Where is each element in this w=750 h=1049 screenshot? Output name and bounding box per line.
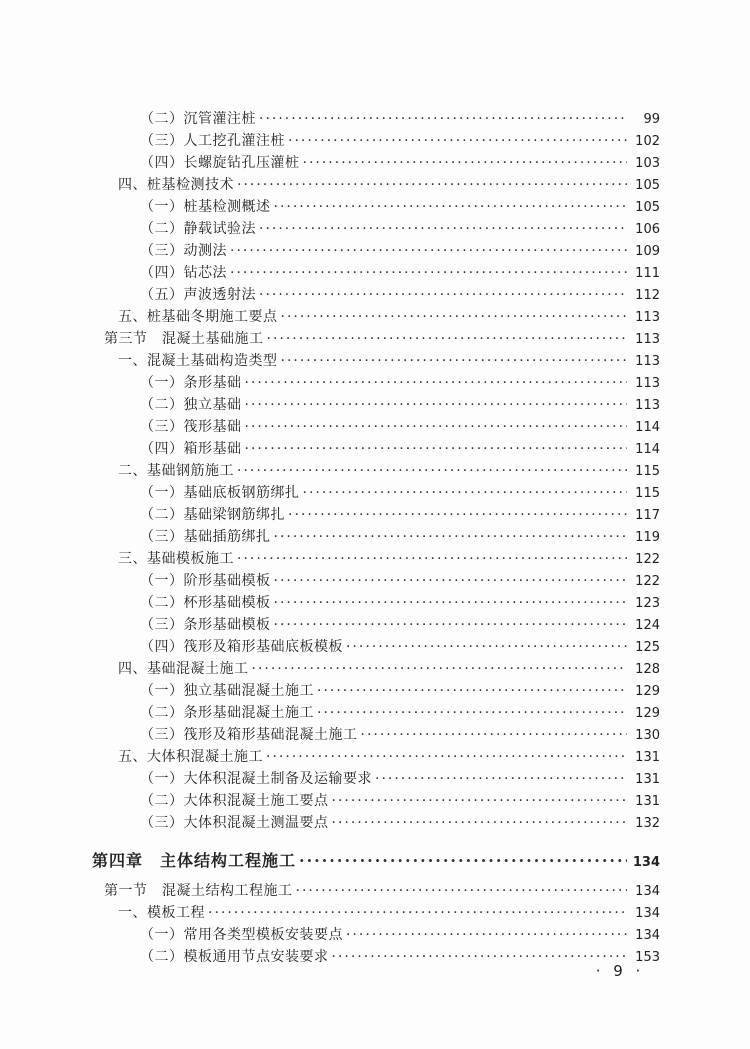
toc-entry-page: 109 [635,244,660,259]
dot-leader [299,850,627,872]
toc-entry-title: （一）大体积混凝土制备及运输要求 [140,771,372,787]
toc-entry [140,592,660,614]
toc-entry-title: 五、大体积混凝土施工 [118,749,263,765]
dot-leader [266,746,627,768]
toc-entry [140,372,660,394]
toc-entry-page: 131 [635,772,660,787]
dot-leader [245,394,628,416]
dot-leader [317,702,627,724]
toc-entry [140,504,660,526]
toc-entry-page: 117 [635,508,660,523]
toc-entry [140,218,660,240]
toc-entry-title: 五、桩基础冬期施工要点 [118,309,278,325]
toc-entry-title: 四、桩基检测技术 [118,177,234,193]
toc-entry [140,416,660,438]
dot-leader [274,196,628,218]
toc-entry-title: 四、基础混凝土施工 [118,661,249,677]
toc-entry-title: （三）筏形及箱形基础混凝土施工 [140,727,358,743]
dot-leader [259,108,627,130]
toc-entry-title: 第三节 混凝土基础施工 [104,331,264,347]
toc-entry [118,902,660,924]
toc-entry [118,746,660,768]
toc-entry [140,196,660,218]
toc-entry-page: 114 [635,420,660,435]
dot-leader [274,614,628,636]
dot-leader [361,724,628,746]
toc-entry-title: 第四章 主体结构工程施工 [92,851,297,870]
toc-entry [140,768,660,790]
toc-entry-page: 103 [635,156,660,171]
dot-leader [274,526,628,548]
toc-entry-title: （三）基础插筋绑扎 [140,529,271,545]
dot-leader [332,790,628,812]
toc-entry-title: （一）条形基础 [140,375,242,391]
toc-entry-page: 124 [635,618,660,633]
toc-entry [140,724,660,746]
toc-entry-page: 119 [635,530,660,545]
dot-leader [288,504,627,526]
toc-entry-title: 第一节 混凝土结构工程施工 [104,883,293,899]
toc-entry-page: 115 [635,486,660,501]
toc-entry [140,438,660,460]
toc-entry-page: 115 [635,464,660,479]
toc-entry [118,306,660,328]
dot-leader [230,240,627,262]
dot-leader [346,924,627,946]
toc-entry-page: 134 [632,855,660,870]
toc-entry-title: （二）大体积混凝土施工要点 [140,793,329,809]
dot-leader [237,174,627,196]
toc-entry-title: （四）长螺旋钻孔压灌桩 [140,155,300,171]
toc-entry-page: 113 [635,354,660,369]
toc-entry [140,284,660,306]
toc-entry-page: 113 [635,310,660,325]
toc-entry-page: 134 [635,906,660,921]
dot-leader [288,130,627,152]
toc-entry-title: 三、基础模板施工 [118,551,234,567]
dot-leader [259,218,627,240]
toc-entry-page: 122 [635,552,660,567]
toc-entry-page: 123 [635,596,660,611]
toc-entry-title: 二、基础钢筋施工 [118,463,234,479]
dot-leader [303,152,628,174]
toc-entry-page: 105 [635,178,660,193]
dot-leader [332,946,628,968]
dot-leader [259,284,627,306]
dot-leader [303,482,628,504]
toc-entry-page: 131 [635,750,660,765]
toc-entry [140,946,660,968]
toc-entry [140,790,660,812]
dot-leader [237,460,627,482]
toc-section-entry [104,328,660,350]
toc-entry-page: 128 [635,662,660,677]
toc-entry-title: （四）箱形基础 [140,441,242,457]
toc-entry-title: （四）钻芯法 [140,265,227,281]
toc-section-entry [104,880,660,902]
toc-entry [140,614,660,636]
toc-entry [140,680,660,702]
toc-entry-title: （一）独立基础混凝土施工 [140,683,314,699]
toc-entry [140,262,660,284]
toc-entry-title: （二）沉管灌注桩 [140,111,256,127]
toc-entry-page: 102 [635,134,660,149]
toc-entry [118,350,660,372]
toc-entry-page: 105 [635,200,660,215]
toc-entry-title: （三）条形基础模板 [140,617,271,633]
toc-entry [140,108,660,130]
dot-leader [274,570,628,592]
toc-entry [140,812,660,834]
toc-entry-title: （一）桩基检测概述 [140,199,271,215]
toc-entry-title: 一、模板工程 [118,905,205,921]
toc-entry [140,482,660,504]
toc-entry-title: （一）基础底板钢筋绑扎 [140,485,300,501]
toc-entry [118,658,660,680]
toc-entry-page: 134 [635,928,660,943]
dot-leader [267,328,628,350]
toc-entry [118,174,660,196]
toc-entry [140,924,660,946]
dot-leader [281,350,628,372]
dot-leader [252,658,628,680]
toc-entry [140,702,660,724]
toc-entry [140,152,660,174]
toc-entry-page: 125 [635,640,660,655]
toc-entry [140,570,660,592]
toc-entry-title: （二）静载试验法 [140,221,256,237]
dot-leader [274,592,628,614]
dot-leader [375,768,627,790]
toc-entry-title: （三）大体积混凝土测温要点 [140,815,329,831]
toc-entry-page: 132 [635,816,660,831]
toc-entry-page: 114 [635,442,660,457]
toc-entry-page: 129 [635,684,660,699]
dot-leader [245,372,628,394]
toc-entry-title: （一）常用各类型模板安装要点 [140,927,343,943]
toc-entry-page: 122 [635,574,660,589]
dot-leader [237,548,627,570]
toc-entry [140,394,660,416]
dot-leader [317,680,627,702]
toc-entry-title: （二）基础梁钢筋绑扎 [140,507,285,523]
toc-entry-page: 129 [635,706,660,721]
dot-leader [281,306,628,328]
toc-entry-title: （二）条形基础混凝土施工 [140,705,314,721]
toc-chapter-entry [92,850,660,872]
toc-entry-title: （二）模板通用节点安装要求 [140,949,329,965]
page-number: · 9 · [595,962,645,980]
dot-leader [245,416,628,438]
dot-leader [230,262,627,284]
toc-entry [118,548,660,570]
toc-entry-page: 131 [635,794,660,809]
dot-leader [346,636,627,658]
toc-entry-page: 134 [635,884,660,899]
toc-entry-title: （五）声波透射法 [140,287,256,303]
toc-entry-page: 113 [635,332,660,347]
toc-entry-title: （三）筏形基础 [140,419,242,435]
toc-entry [140,526,660,548]
toc-entry-page: 130 [635,728,660,743]
toc-entry [140,130,660,152]
dot-leader [296,880,628,902]
toc-entry-title: （三）人工挖孔灌注桩 [140,133,285,149]
toc-entry-page: 153 [635,950,660,965]
dot-leader [208,902,627,924]
toc-entry-title: （四）筏形及箱形基础底板模板 [140,639,343,655]
toc-entry-page: 111 [635,266,660,281]
toc-entry-title: （二）杯形基础模板 [140,595,271,611]
toc-entry-page: 99 [643,112,660,127]
toc-entry-title: 一、混凝土基础构造类型 [118,353,278,369]
toc-entry-page: 113 [635,398,660,413]
dot-leader [245,438,628,460]
toc-entry-page: 113 [635,376,660,391]
toc-entry-title: （二）独立基础 [140,397,242,413]
toc-entry-title: （三）动测法 [140,243,227,259]
toc-entry-page: 106 [635,222,660,237]
toc-entry-title: （一）阶形基础模板 [140,573,271,589]
toc-entry [140,240,660,262]
toc-entry [140,636,660,658]
dot-leader [332,812,628,834]
toc-entry-page: 112 [635,288,660,303]
toc-entry [118,460,660,482]
